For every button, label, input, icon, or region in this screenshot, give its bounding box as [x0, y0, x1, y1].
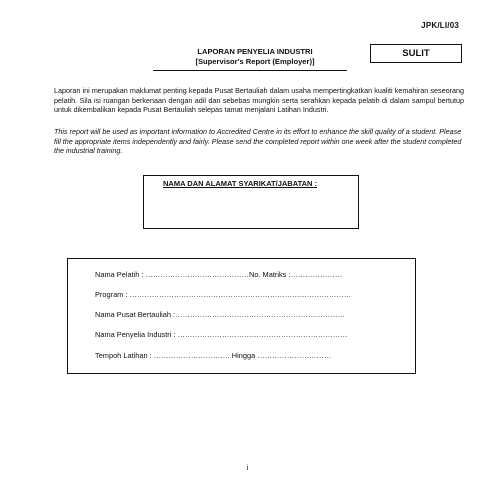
document-code: JPK/LI/03: [421, 21, 459, 30]
report-title: [150, 47, 360, 67]
title-underline: [153, 70, 347, 71]
report-title-malay: LAPORAN PENYELIA INDUSTRI: [197, 47, 313, 56]
instructions-malay: Laporan ini merupakan maklumat penting kepada Pusat Bertauliah dalam usaha mempertingkatkan kualiti kemahiran seseorang pelatih. Sila isi ruangan berkenaan dengan adil dan sebebas mungkin serta serahkan kepada pelatih di dalam sampul bertutup untuk dikembalikan kepada Pusat Bertauliah selepas tamat menjalani Latihan Industri.: [54, 86, 464, 115]
supervisor-name-field[interactable]: Nama Penyelia Industri : ……………………………………………………………: [95, 330, 348, 339]
company-address-label: NAMA DAN ALAMAT SYARIKAT/JABATAN :: [163, 179, 318, 188]
classification-badge: SULIT: [370, 44, 462, 63]
page-number: i: [246, 463, 249, 472]
training-period-field[interactable]: Tempoh Latihan : …………………………. Hingga …………………………: [95, 351, 332, 360]
instructions-english: This report will be used as important information to Accredited Centre in its effort to enhance the skill quality of a student. Please fill the appropriate items independently and fairly. Please send the completed report within one week after the student completed the industrial training.: [54, 127, 462, 156]
accredited-center-field[interactable]: Nama Pusat Bertauliah :……………………………………………………………: [95, 310, 346, 319]
trainee-name-field[interactable]: Nama Pelatih : ……………………………………No. Matriks :…………………: [95, 270, 343, 279]
program-field[interactable]: Program : ………………………………………………………………………………: [95, 290, 352, 299]
report-title-english: [Supervisor's Report (Employer)]: [195, 57, 315, 66]
